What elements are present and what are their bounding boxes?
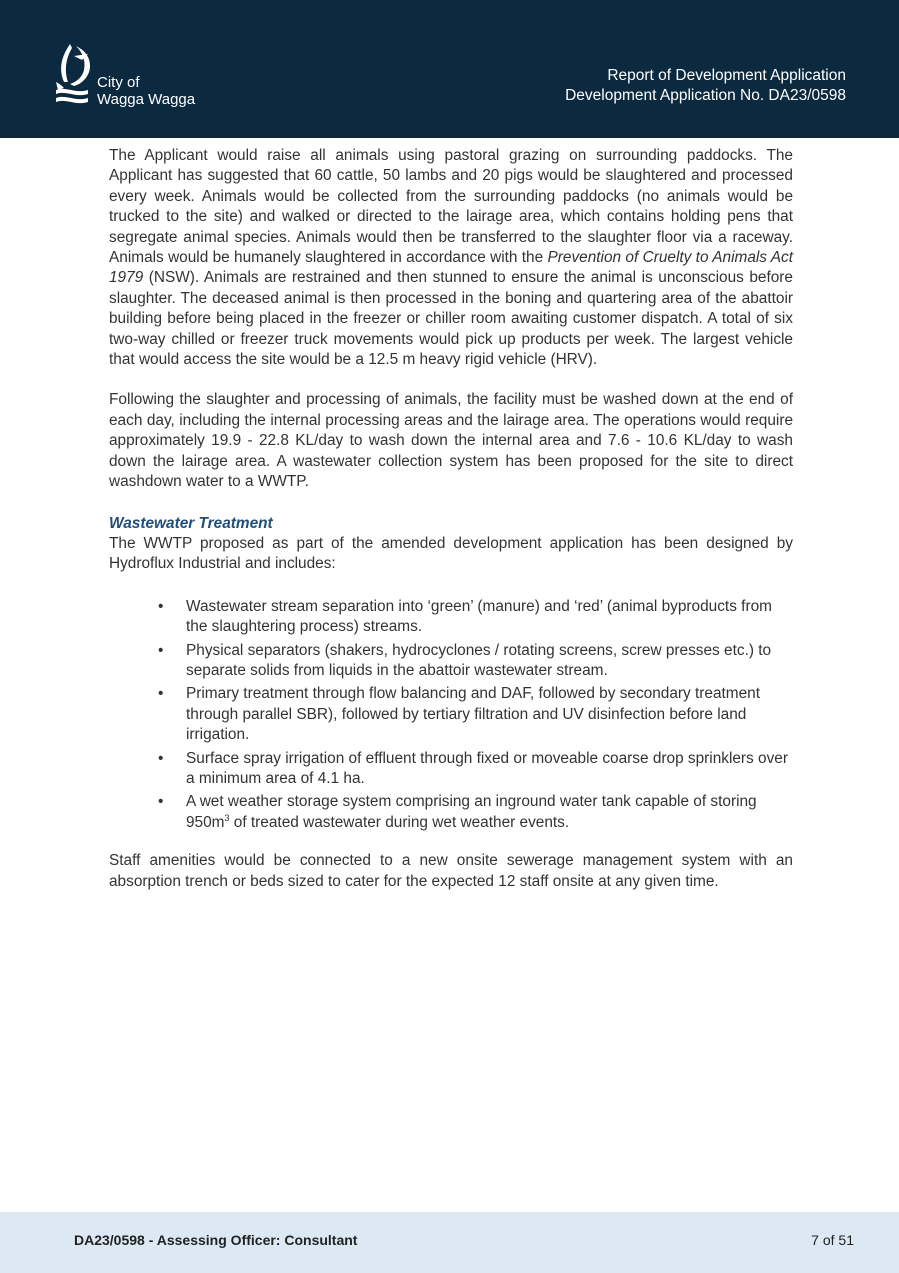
list-item-text: Primary treatment through flow balancing and DAF, followed by secondary treatment through parallel SBR), followed by tertiary filtration and UV disinfection before land irrigation. — [186, 685, 761, 744]
list-item-text-b: of treated wastewater during wet weather events. — [229, 813, 570, 831]
page-header — [0, 0, 899, 138]
page-footer — [0, 1212, 899, 1273]
report-title-line-2: Development Application No. DA23/0598 — [565, 86, 846, 104]
logo-line-1: City of — [97, 74, 140, 91]
footer-reference: DA23/0598 - Assessing Officer: Consultant — [74, 1232, 358, 1248]
paragraph-1-text-a: The Applicant would raise all animals using pastoral grazing on surrounding paddocks. The Applicant has suggested that 60 cattle, 50 lambs and 20 pigs would be slaughtered and processed every week. Animals would be collected from the surrounding paddocks (no animals would be trucked to the site) and walked or directed to the lairage area, which contains holding pens that segregate animal species. Animals would then be transferred to the slaughter floor via a raceway. Animals would be humanely slaughtered in accordance with the — [109, 147, 793, 267]
logo-text — [97, 74, 195, 108]
act-title: Prevention of Cruelty to Animals Act 1979 — [109, 249, 793, 287]
list-item — [109, 597, 793, 638]
report-title-line-1: Report of Development Application — [607, 67, 846, 84]
superscript: 3 — [224, 812, 230, 823]
paragraph-4: Staff amenities would be connected to a new onsite sewerage management system with an absorption trench or beds sized to cater for the expected 12 staff onsite at any given time. — [109, 852, 793, 890]
bullet-icon: • — [158, 641, 164, 659]
list-item-text: Physical separators (shakers, hydrocyclones / rotating screens, screw presses etc.) to separate solids from liquids in the abattoir wastewater stream. — [186, 641, 772, 679]
bullet-icon: • — [158, 793, 164, 811]
logo-line-2: Wagga Wagga — [97, 91, 196, 108]
bullet-icon: • — [158, 749, 164, 767]
list-item-text — [186, 793, 757, 830]
bullet-icon: • — [158, 685, 164, 703]
treatment-list — [109, 597, 793, 833]
list-item — [109, 749, 793, 790]
paragraph-2: Following the slaughter and processing of animals, the facility must be washed down at the end of each day, including the internal processing areas and the lairage area. The operations would require approximately 19.9 - 22.8 KL/day to wash down the internal area and 7.6 - 10.6 KL/day to wash down the lairage area. A wastewater collection system has been proposed for the site to direct washdown water to a WWTP. — [109, 391, 793, 491]
page-number: 7 of 51 — [811, 1232, 854, 1248]
list-item — [109, 641, 793, 682]
bullet-icon: • — [158, 597, 164, 615]
city-logo-icon — [54, 42, 98, 108]
paragraph-1 — [109, 146, 793, 370]
list-item-text-a: A wet weather storage system comprising an inground water tank capable of storing 950m — [186, 793, 757, 831]
section-heading: Wastewater Treatment — [109, 514, 273, 532]
paragraph-1-text-b: (NSW). Animals are restrained and then stunned to ensure the animal is unconscious before slaughter. The deceased animal is then processed in the boning and quartering area of the abattoir building before being placed in the freezer or chiller room awaiting customer dispatch. A total of six two-way chilled or freezer truck movements would pick up products per week. The largest vehicle that would access the site would be a 12.5 m heavy rigid vehicle (HRV). — [109, 269, 793, 369]
paragraph-3: The WWTP proposed as part of the amended development application has been designed by Hydroflux Industrial and includes: — [109, 534, 793, 573]
list-item — [109, 684, 793, 745]
list-item-text: Wastewater stream separation into ‘green’ (manure) and ‘red’ (animal byproducts from the slaughtering process) streams. — [186, 597, 772, 636]
list-item — [109, 792, 793, 833]
report-title — [565, 66, 846, 105]
page-content — [109, 146, 793, 892]
list-item-text: Surface spray irrigation of effluent through fixed or moveable coarse drop sprinklers over a minimum area of 4.1 ha. — [186, 749, 788, 787]
